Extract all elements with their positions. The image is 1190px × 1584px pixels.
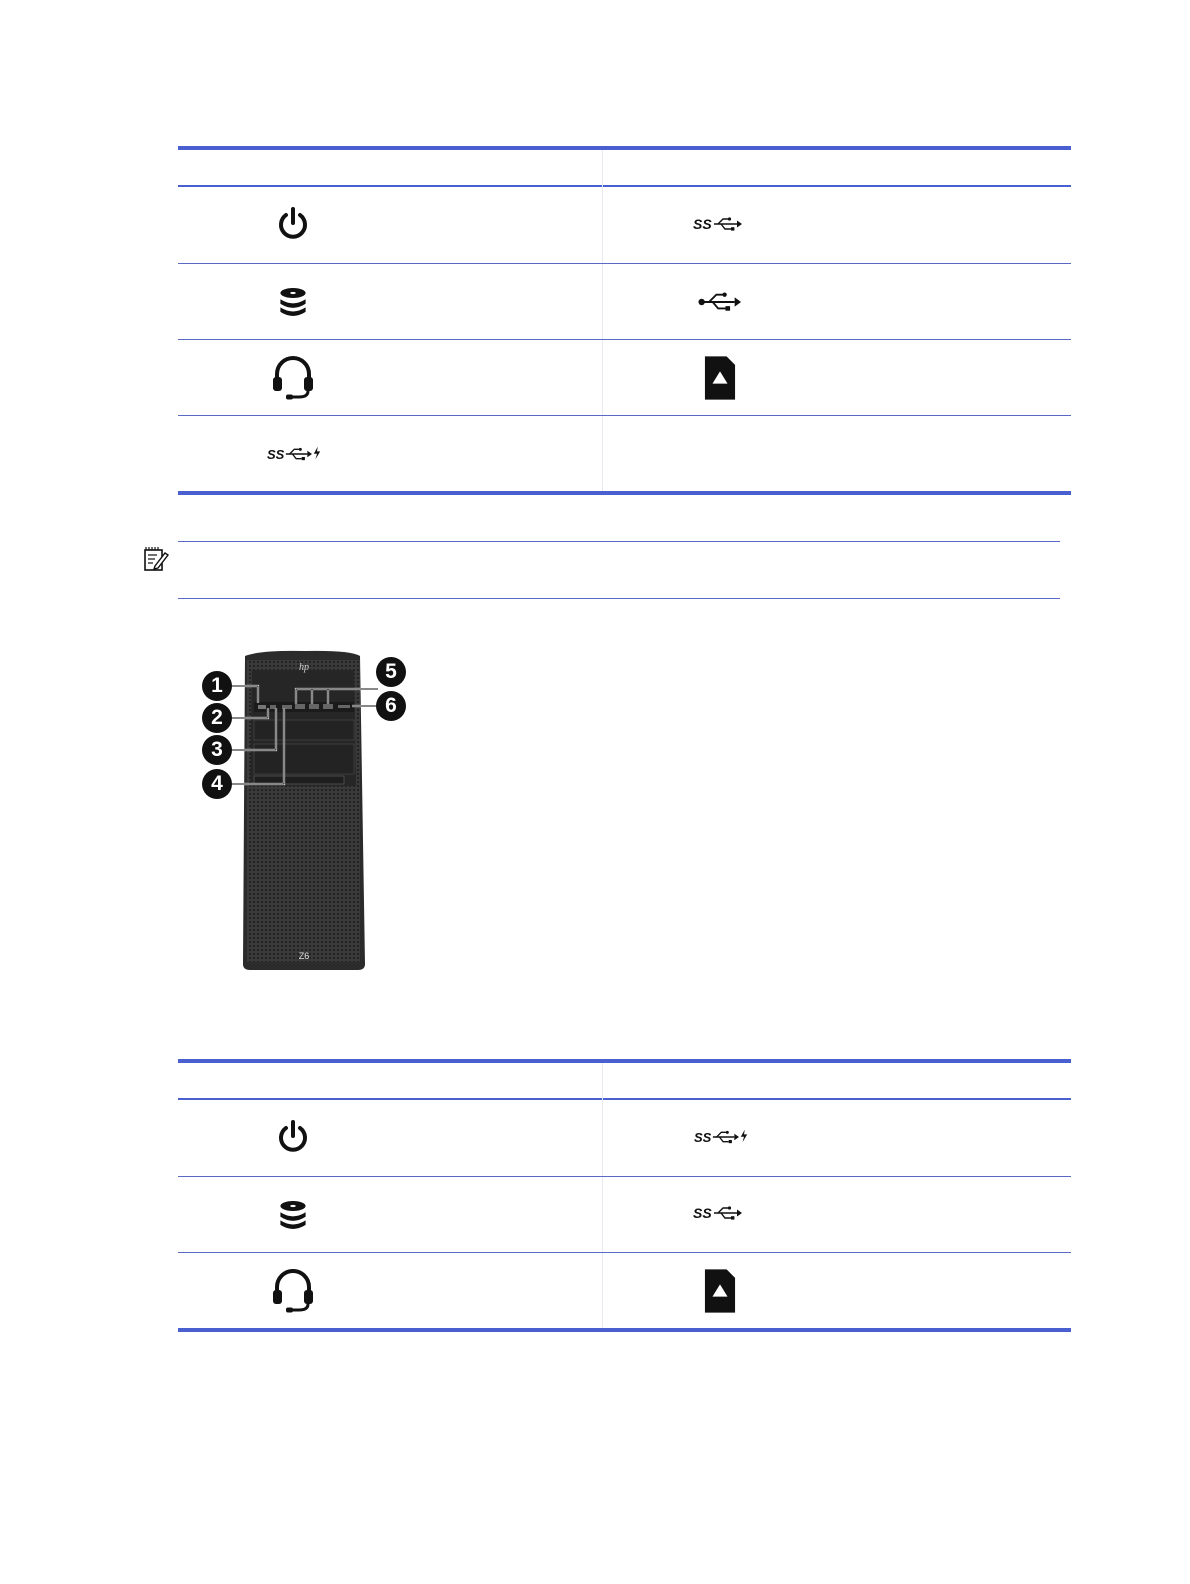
usb-superspeed-charging-icon	[690, 1119, 752, 1155]
usb-icon	[690, 284, 750, 320]
sd-card-icon	[690, 1263, 750, 1319]
hard-drive-activity-icon	[263, 274, 323, 330]
component-table-2	[178, 1059, 1071, 1334]
brand-logo: hp	[299, 662, 309, 673]
column-divider	[602, 150, 603, 493]
hard-drive-activity-icon	[263, 1187, 323, 1243]
power-icon	[263, 1109, 323, 1165]
sd-card-icon	[690, 350, 750, 406]
headset-icon	[263, 348, 323, 406]
svg-text:SS: SS	[694, 1130, 712, 1145]
callout-6: 6	[376, 691, 406, 721]
table-bottom-rule	[178, 491, 1071, 495]
usb-superspeed-icon	[688, 206, 748, 242]
component-table-1	[178, 146, 1071, 497]
note-top-rule	[178, 541, 1060, 542]
table-bottom-rule	[178, 1328, 1071, 1332]
power-icon	[263, 196, 323, 252]
callout-5: 5	[376, 657, 406, 687]
note-bottom-rule	[178, 598, 1060, 599]
table-top-rule	[178, 1059, 1071, 1063]
svg-text:SS: SS	[693, 216, 712, 232]
row-rule	[178, 415, 1071, 416]
row-rule	[178, 339, 1071, 340]
header-rule	[178, 185, 1071, 187]
callout-1: 1	[202, 671, 232, 701]
row-rule	[178, 1176, 1071, 1177]
headset-icon	[263, 1261, 323, 1319]
usb-superspeed-charging-icon	[263, 436, 325, 472]
model-label: Z6	[298, 951, 310, 961]
row-rule	[178, 1252, 1071, 1253]
svg-text:SS: SS	[267, 447, 285, 462]
svg-text:SS: SS	[693, 1205, 712, 1221]
callout-3: 3	[202, 735, 232, 765]
workstation-front-figure	[200, 648, 412, 974]
callout-4: 4	[202, 769, 232, 799]
usb-superspeed-icon	[688, 1195, 748, 1231]
callout-2: 2	[202, 703, 232, 733]
note-icon	[143, 546, 169, 572]
table-top-rule	[178, 146, 1071, 150]
header-rule	[178, 1098, 1071, 1100]
column-divider	[602, 1063, 603, 1330]
row-rule	[178, 263, 1071, 264]
